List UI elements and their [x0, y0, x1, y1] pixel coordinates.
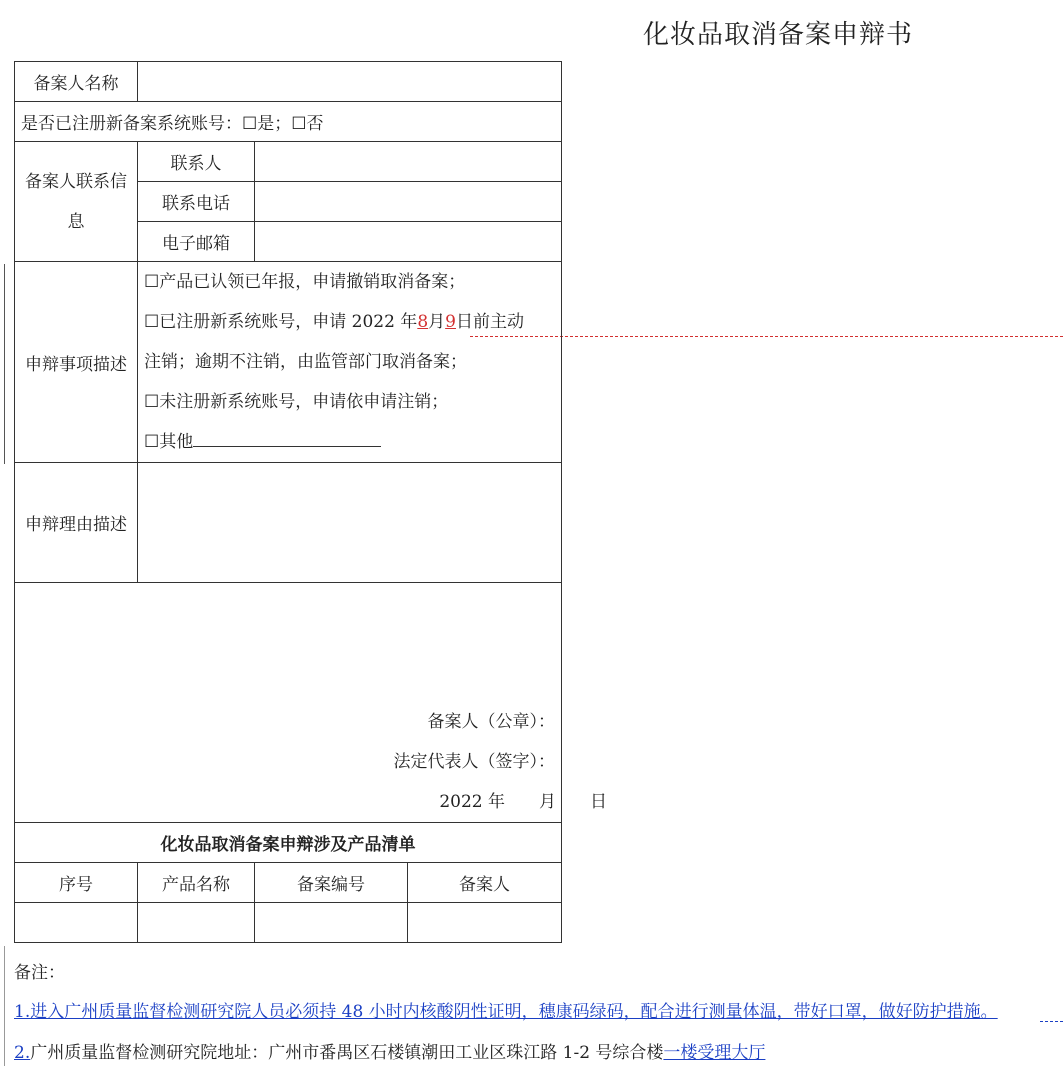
contact-info-label: 备案人联系信息	[15, 142, 138, 262]
margin-change-bar-bottom	[4, 946, 5, 1066]
column-header-index: 序号	[15, 863, 138, 903]
contact-person-label: 联系人	[138, 142, 255, 182]
note-1[interactable]: 1.进入广州质量监督检测研究院人员必须持 48 小时内核酸阴性证明，穗康码绿码，配合进行测量体温，带好口罩，做好防护措施。	[14, 1002, 998, 1022]
matter-option-2-line2: 注销；逾期不注销，由监管部门取消备案；	[144, 352, 467, 372]
filer-name-field[interactable]	[138, 62, 562, 102]
matter-option-3[interactable]: ☐未注册新系统账号，申请依申请注销；	[144, 392, 449, 412]
month-value: 8	[417, 312, 429, 332]
day-value: 9	[445, 312, 456, 332]
filer-name-label: 备案人名称	[15, 62, 138, 102]
other-blank-line[interactable]	[193, 428, 381, 447]
seal-label: 备案人（公章）：	[427, 712, 556, 732]
date-line: 2022 年 月 日	[439, 792, 608, 812]
note-2-number[interactable]: 2.	[14, 1043, 31, 1063]
legal-rep-label: 法定代表人（签字）：	[393, 752, 556, 772]
reason-label: 申辩理由描述	[15, 463, 138, 583]
column-header-filing-number: 备案编号	[255, 863, 408, 903]
signature-area[interactable]	[15, 583, 608, 823]
matter-label: 申辩事项描述	[15, 262, 138, 463]
revision-dotted-line	[1040, 1021, 1063, 1022]
product-list-title: 化妆品取消备案申辩涉及产品清单	[15, 823, 562, 863]
note-2[interactable]	[14, 1038, 765, 1063]
matter-option-1[interactable]: ☐产品已认领已年报，申请撤销取消备案；	[144, 272, 466, 292]
contact-phone-label: 联系电话	[138, 182, 255, 222]
cell-filer[interactable]	[408, 903, 562, 943]
note-2-link[interactable]: 一楼受理大厅	[663, 1043, 766, 1063]
matter-option-4[interactable]: ☐其他	[144, 422, 555, 462]
column-header-filer: 备案人	[408, 863, 562, 903]
account-question[interactable]: 是否已注册新备案系统账号：☐是；☐否	[15, 102, 562, 142]
cell-index[interactable]	[15, 903, 138, 943]
matter-options[interactable]	[138, 262, 562, 463]
table-row	[15, 903, 562, 943]
margin-change-bar	[4, 264, 5, 464]
column-header-product-name: 产品名称	[138, 863, 255, 903]
contact-phone-field[interactable]	[255, 182, 562, 222]
document-title: 化妆品取消备案申辩书	[643, 20, 914, 50]
cell-product-name[interactable]	[138, 903, 255, 943]
note-2-text: 广州质量监督检测研究院地址：广州市番禺区石楼镇潮田工业区珠江路 1-2 号综合楼	[30, 1043, 664, 1063]
reason-field[interactable]	[138, 463, 562, 583]
matter-option-2[interactable]: ☐已注册新系统账号，申请 2022 年8月9日前主动	[144, 312, 524, 332]
cell-filing-number[interactable]	[255, 903, 408, 943]
contact-person-field[interactable]	[255, 142, 562, 182]
email-field[interactable]	[255, 222, 562, 262]
notes-label: 备注：	[14, 963, 65, 983]
application-form-table	[14, 61, 608, 943]
email-label: 电子邮箱	[138, 222, 255, 262]
